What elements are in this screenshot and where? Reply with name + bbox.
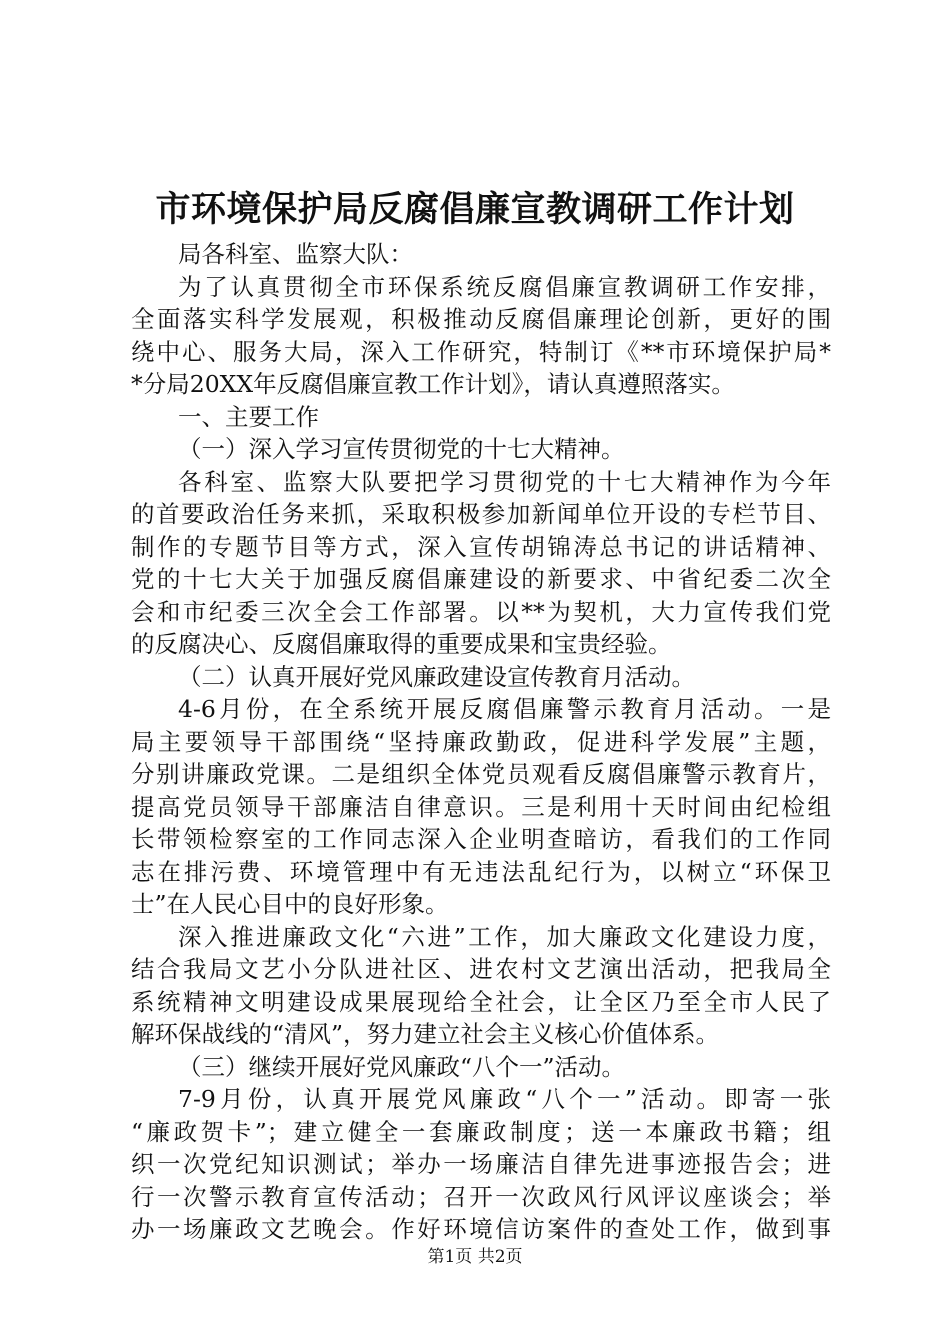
text-line: （一）深入学习宣传贯彻党的十七大精神。: [178, 435, 625, 463]
text-line: 志在排污费、环境管理中有无违法乱纪行为，以树立“环保卫: [131, 857, 831, 886]
text-line: 为了认真贯彻全市环保系统反腐倡廉宣教调研工作安排，: [178, 272, 831, 301]
text-line: 全面落实科学发展观，积极推动反腐倡廉理论创新，更好的围: [131, 305, 831, 333]
text-line: 局各科室、监察大队：: [178, 240, 413, 268]
text-line: 行一次警示教育宣传活动；召开一次政风行风评议座谈会；举: [131, 1182, 831, 1211]
text-line: “廉政贺卡”；建立健全一套廉政制度；送一本廉政书籍；组: [131, 1117, 831, 1146]
text-line: 办一场廉政文艺晚会。作好环境信访案件的查处工作，做到事: [131, 1215, 831, 1243]
text-line: 各科室、监察大队要把学习贯彻党的十七大精神作为今年: [178, 467, 831, 496]
document-body: [131, 238, 831, 1246]
text-line: 一、主要工作: [178, 402, 319, 431]
text-line: 士”在人民心目中的良好形象。: [131, 890, 449, 918]
document-title: 市环境保护局反腐倡廉宣教调研工作计划: [155, 189, 795, 230]
text-line: （三）继续开展好党风廉政“八个一”活动。: [178, 1052, 626, 1081]
text-line: 分别讲廉政党课。二是组织全体党员观看反腐倡廉警示教育片，: [131, 760, 831, 788]
text-line: 4-6月份，在全系统开展反腐倡廉警示教育月活动。一是: [178, 695, 831, 723]
text-line: 的首要政治任务来抓，采取积极参加新闻单位开设的专栏节目、: [131, 500, 831, 528]
text-line: 制作的专题节目等方式，深入宣传胡锦涛总书记的讲话精神、: [131, 532, 831, 561]
text-line: 的反腐决心、反腐倡廉取得的重要成果和宝贵经验。: [131, 630, 672, 658]
text-line: 局主要领导干部围绕“坚持廉政勤政，促进科学发展”主题，: [131, 727, 831, 756]
text-line: 绕中心、服务大局，深入工作研究，特制订《**市环境保护局*: [131, 337, 831, 366]
text-line: 7-9月份，认真开展党风廉政“八个一”活动。即寄一张: [178, 1085, 831, 1113]
text-line: 长带领检察室的工作同志深入企业明查暗访，看我们的工作同: [131, 825, 831, 853]
text-line: 会和市纪委三次全会工作部署。以**为契机，大力宣传我们党: [131, 597, 831, 626]
text-line: 织一次党纪知识测试；举办一场廉洁自律先进事迹报告会；进: [131, 1150, 831, 1178]
text-line: 解环保战线的“清风”，努力建立社会主义核心价值体系。: [131, 1020, 720, 1048]
text-line: 党的十七大关于加强反腐倡廉建设的新要求、中省纪委二次全: [131, 565, 831, 593]
text-line: 提高党员领导干部廉洁自律意识。三是利用十天时间由纪检组: [131, 792, 831, 821]
text-line: 深入推进廉政文化“六进”工作，加大廉政文化建设力度，: [178, 922, 831, 951]
text-line: （二）认真开展好党风廉政建设宣传教育月活动。: [178, 662, 695, 691]
text-line: *分局20XX年反腐倡廉宣教工作计划》，请认真遵照落实。: [131, 370, 735, 398]
text-line: 系统精神文明建设成果展现给全社会，让全区乃至全市人民了: [131, 987, 831, 1016]
page-footer: 第1页 共2页: [427, 1247, 523, 1267]
text-line: 结合我局文艺小分队进社区、进农村文艺演出活动，把我局全: [131, 955, 831, 983]
